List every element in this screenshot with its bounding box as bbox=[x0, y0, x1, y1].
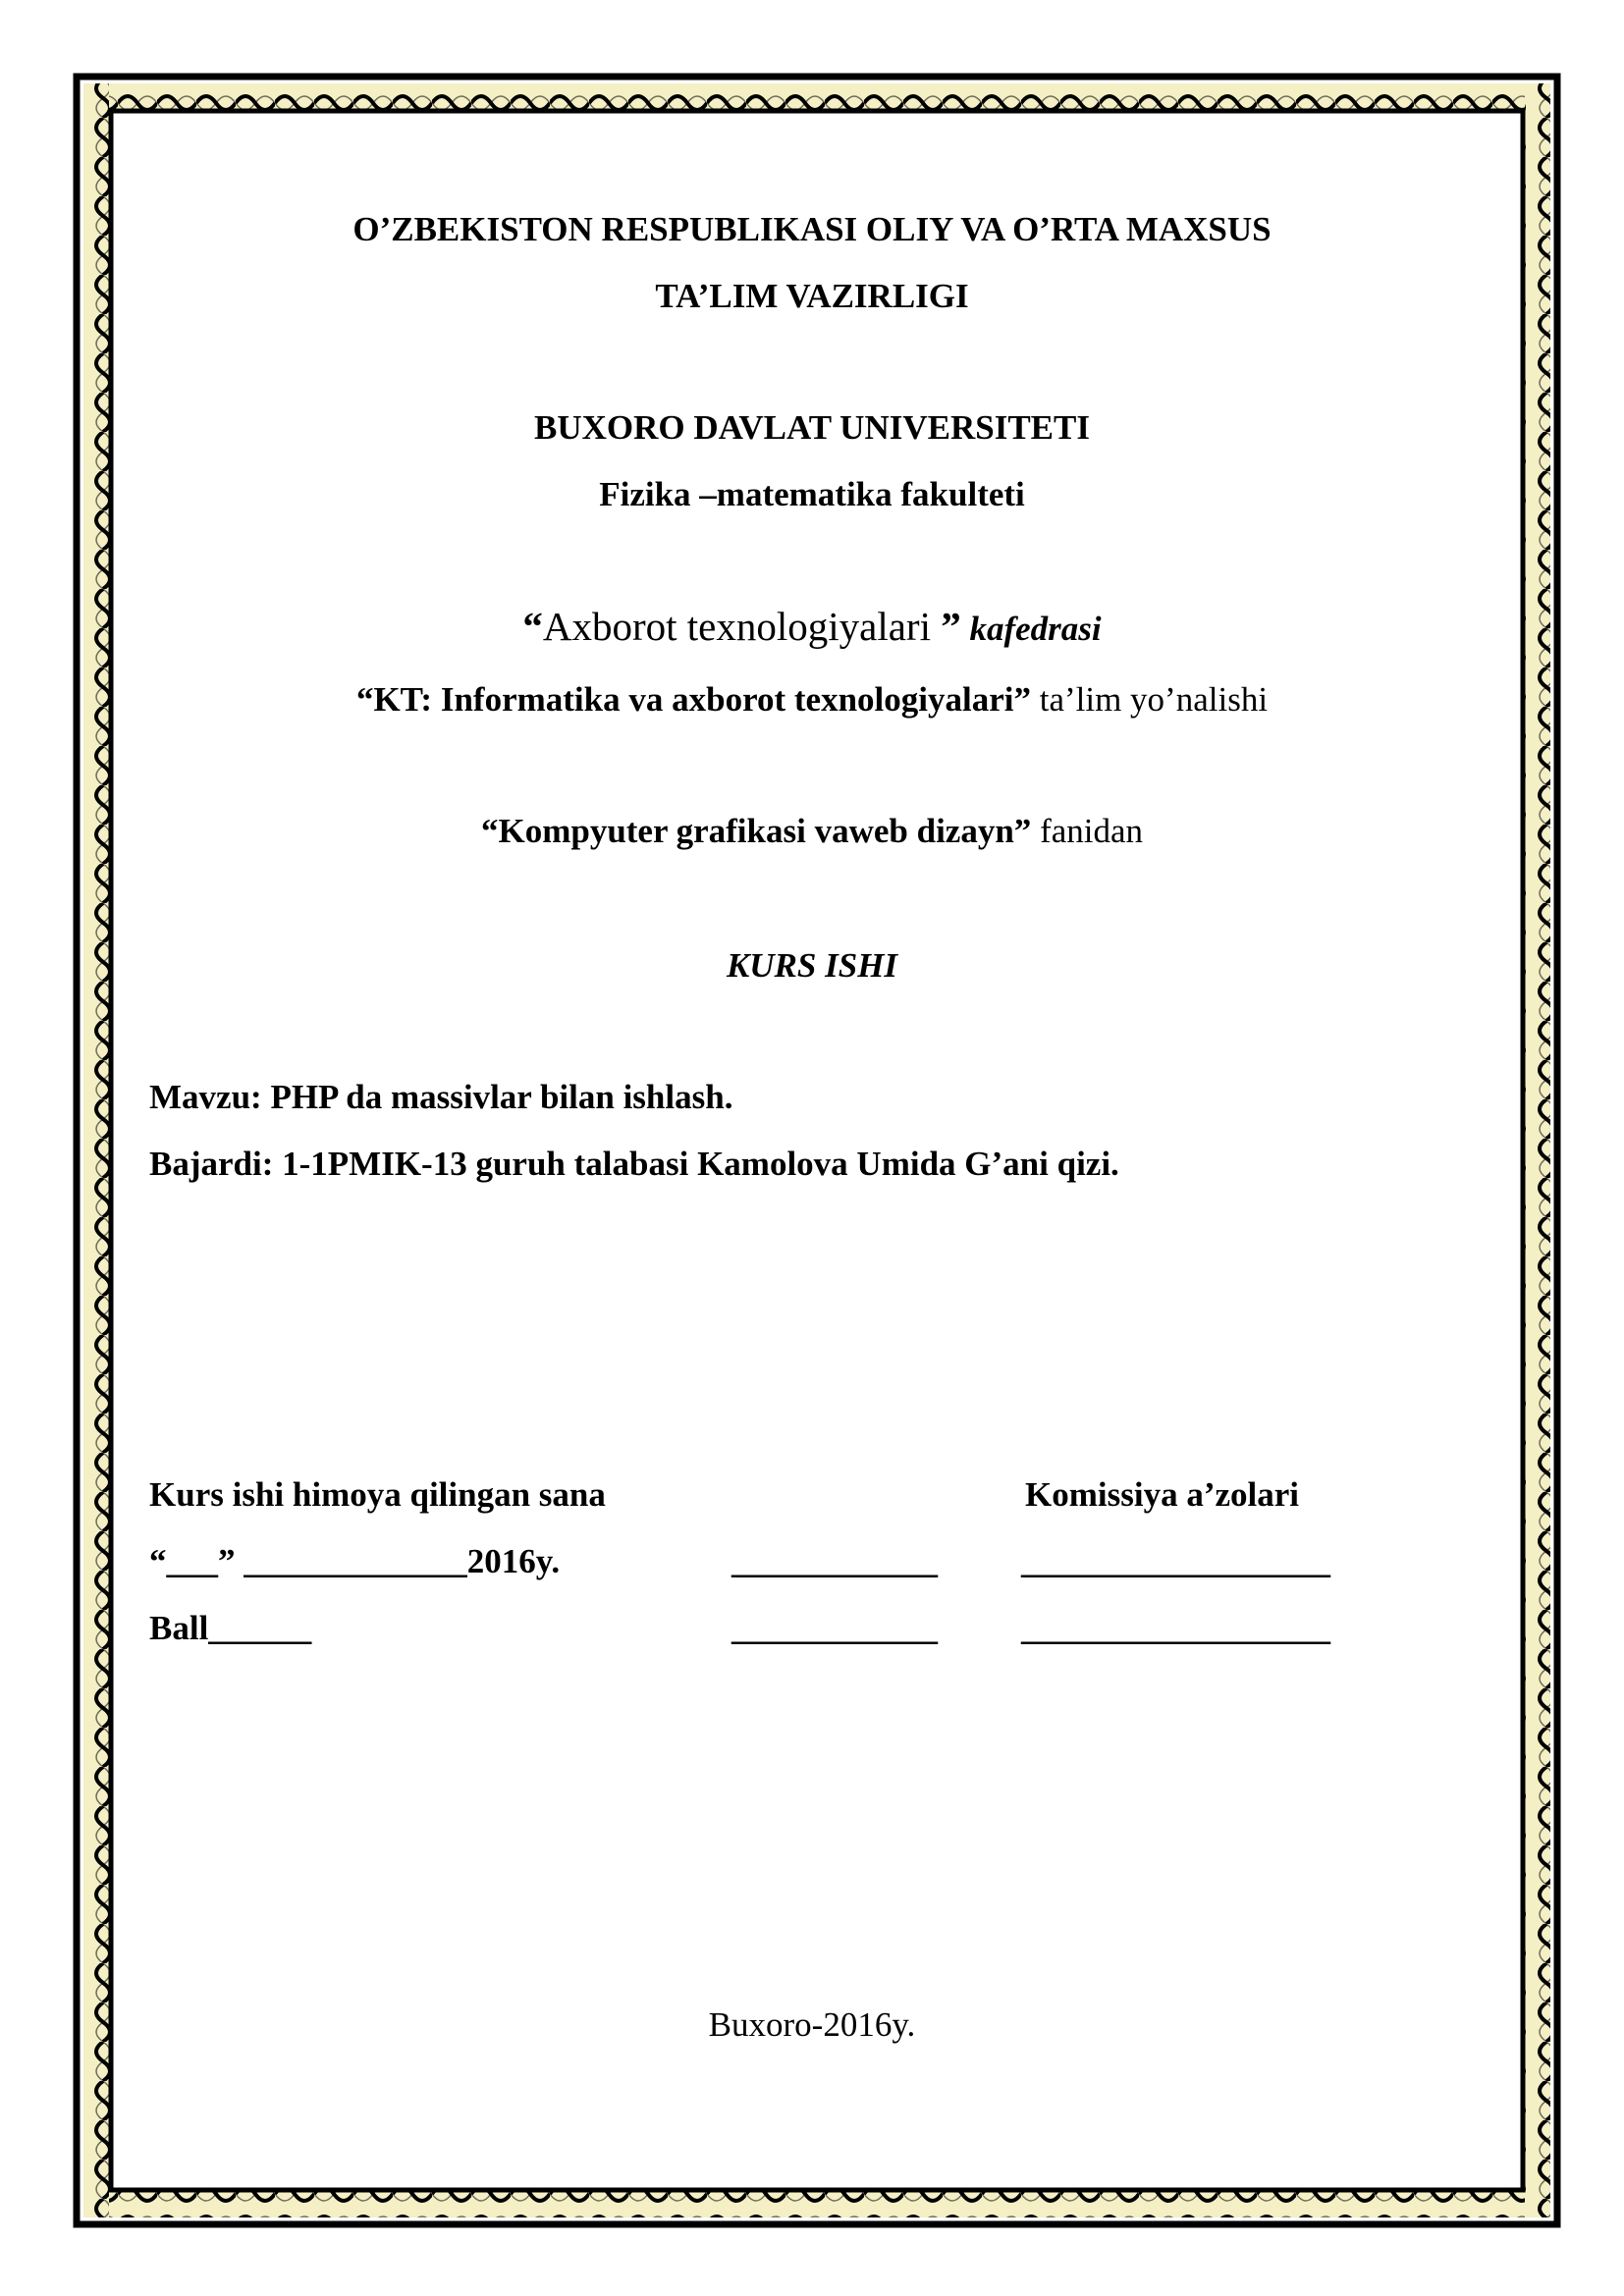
signature-blank: ____________ bbox=[731, 1609, 938, 1647]
defense-date-value: “___” _____________2016y. bbox=[149, 1542, 561, 1580]
faculty-name: Fizika –matematika fakulteti bbox=[599, 475, 1025, 513]
direction-suffix: ta’lim yo’nalishi bbox=[1030, 680, 1269, 719]
signature-blank: ____________ bbox=[731, 1542, 938, 1580]
commission-member-blank: __________________ bbox=[1021, 1542, 1330, 1580]
ministry-title-line1: O’ZBEKISTON RESPUBLIKASI OLIY VA O’RTA MAXSUS bbox=[352, 210, 1272, 248]
subject-line bbox=[0, 814, 1624, 848]
commission-member-blank: __________________ bbox=[1021, 1609, 1330, 1647]
direction-name: “KT: Informatika va axborot texnologiyalari” bbox=[355, 680, 1031, 719]
author-line: Bajardi: 1-1PMIK-13 guruh talabasi Kamolova Umida G’ani qizi. bbox=[149, 1145, 1119, 1183]
ministry-title-line2: TA’LIM VAZIRLIGI bbox=[655, 277, 969, 315]
department-open-quote: “ bbox=[522, 604, 543, 649]
score-line: Ball______ bbox=[149, 1609, 312, 1647]
place-year-footer: Buxoro-2016y. bbox=[708, 2005, 916, 2044]
department-name: Axborot texnologiyalari bbox=[542, 604, 942, 649]
direction-line bbox=[0, 682, 1624, 717]
department-line bbox=[0, 604, 1624, 649]
department-close-quote: ” bbox=[941, 604, 961, 649]
work-type-title: KURS ISHI bbox=[726, 946, 898, 985]
subject-name: “Kompyuter grafikasi vaweb dizayn” bbox=[480, 812, 1032, 850]
subject-suffix: fanidan bbox=[1031, 812, 1144, 850]
defense-date-label: Kurs ishi himoya qilingan sana bbox=[149, 1475, 606, 1514]
commission-label: Komissiya a’zolari bbox=[1025, 1475, 1299, 1514]
university-name: BUXORO DAVLAT UNIVERSITETI bbox=[534, 408, 1090, 447]
department-suffix: kafedrasi bbox=[960, 610, 1102, 648]
topic-line: Mavzu: PHP da massivlar bilan ishlash. bbox=[149, 1078, 733, 1116]
